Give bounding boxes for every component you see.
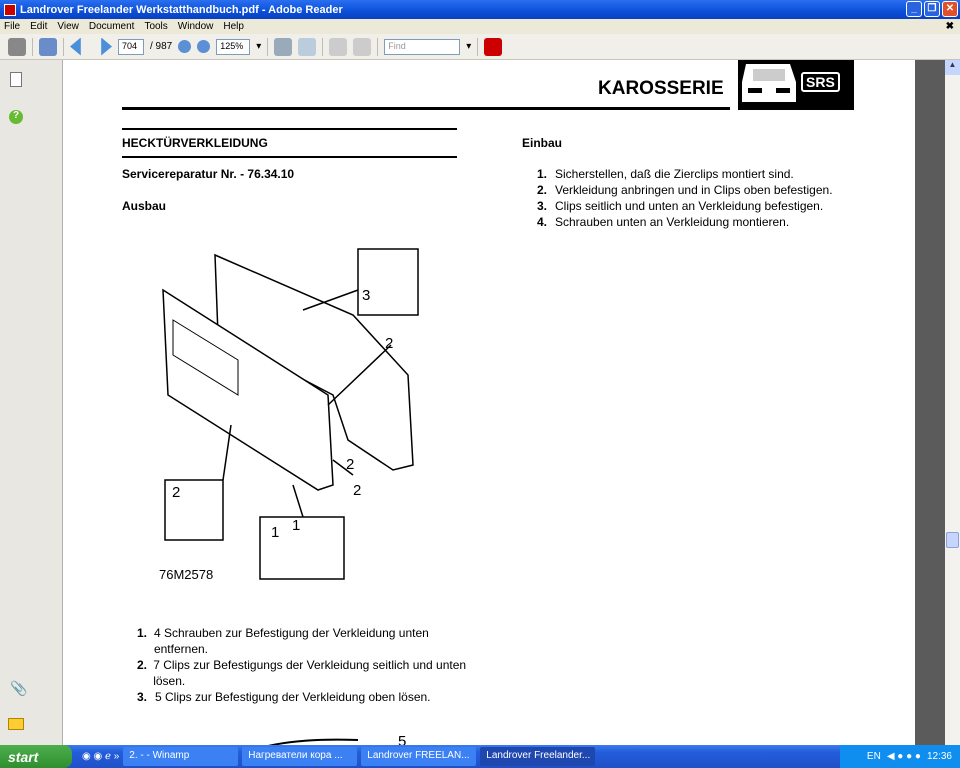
rule xyxy=(122,156,457,158)
menu-help[interactable]: Help xyxy=(223,21,244,32)
callout-label: 2 xyxy=(385,335,394,352)
previous-page-icon[interactable] xyxy=(70,38,88,56)
navigation-panel xyxy=(0,60,63,745)
scrollbar-thumb[interactable] xyxy=(946,532,959,548)
step-text: 4 Schrauben zur Befestigung der Verkleidung unten entfernen. xyxy=(153,626,429,656)
step-text: Sicherstellen, daß die Zierclips montiert sind. xyxy=(555,167,794,181)
srs-logo xyxy=(738,60,854,110)
find-input[interactable]: Find xyxy=(384,39,460,55)
callout-label: 2 xyxy=(346,456,355,473)
next-page-icon[interactable] xyxy=(94,38,112,56)
fit-width-icon[interactable] xyxy=(274,38,292,56)
srs-badge: SRS xyxy=(801,72,840,92)
rule xyxy=(122,128,457,130)
separator xyxy=(63,38,64,56)
pages-icon[interactable] xyxy=(10,72,22,87)
toolbar xyxy=(0,34,960,60)
callout-label: 1 xyxy=(292,517,301,534)
help-icon[interactable]: ? xyxy=(9,110,23,124)
ausbau-steps xyxy=(137,625,467,705)
step-text: Verkleidung anbringen und in Clips oben befestigen. xyxy=(555,183,833,197)
task-adobe-reader[interactable]: Landrover Freelander... xyxy=(480,747,595,766)
separator xyxy=(477,38,478,56)
next-diagram-fragment xyxy=(263,736,393,745)
chapter-heading: KAROSSERIE xyxy=(598,78,724,99)
rotate-ccw-icon[interactable] xyxy=(329,38,347,56)
tray-icons[interactable]: ◀ ● ● ● xyxy=(886,751,921,762)
comments-icon[interactable] xyxy=(8,718,24,730)
pdf-page xyxy=(63,60,915,745)
separator xyxy=(32,38,33,56)
attachments-icon[interactable]: 📎 xyxy=(10,680,28,696)
pdf-app-icon xyxy=(4,4,16,16)
callout-label: 3 xyxy=(362,287,371,304)
scroll-up-icon[interactable]: ▲ xyxy=(945,60,960,75)
separator xyxy=(377,38,378,56)
zoom-dropdown-icon[interactable]: ▾ xyxy=(256,41,262,52)
door-trim-diagram xyxy=(153,245,423,585)
quick-launch-icons[interactable]: ◉ ◉ ℯ » xyxy=(82,751,120,762)
menu-file[interactable]: File xyxy=(4,21,21,32)
adobe-icon[interactable] xyxy=(484,38,502,56)
restore-button[interactable]: ❐ xyxy=(924,1,940,17)
einbau-heading: Einbau xyxy=(522,136,563,150)
step-text: 7 Clips zur Befestigungs der Verkleidung seitlich und unten lösen. xyxy=(153,658,467,688)
service-number: Servicereparatur Nr. - 76.34.10 xyxy=(122,167,295,181)
taskbar xyxy=(0,745,960,768)
task-browser[interactable]: Нагреватели кора ... xyxy=(242,747,357,766)
separator xyxy=(322,38,323,56)
section-title: HECKTÜRVERKLEIDUNG xyxy=(122,136,268,150)
figure-code: 76M2578 xyxy=(159,567,214,582)
fit-page-icon[interactable] xyxy=(298,38,316,56)
menu-document[interactable]: Document xyxy=(88,21,135,32)
menu-window[interactable]: Window xyxy=(177,21,214,32)
minimize-button[interactable]: _ xyxy=(906,1,922,17)
callout-label: 2 xyxy=(353,482,362,499)
title-bar xyxy=(0,0,960,19)
vertical-scrollbar[interactable] xyxy=(945,60,960,745)
page-total: / 987 xyxy=(150,41,173,52)
step-number: 3. xyxy=(537,199,548,213)
clock: 12:36 xyxy=(926,751,952,762)
find-dropdown-icon[interactable]: ▾ xyxy=(466,41,472,52)
menu-tools[interactable]: Tools xyxy=(144,21,168,32)
ausbau-heading: Ausbau xyxy=(122,199,167,213)
callout-label: 5 xyxy=(398,733,407,745)
step-text: Clips seitlich und unten an Verkleidung befestigen. xyxy=(555,199,824,213)
zoom-out-icon[interactable] xyxy=(178,40,191,53)
email-icon[interactable] xyxy=(39,38,57,56)
page-number-input[interactable]: 704 xyxy=(118,39,144,55)
einbau-steps xyxy=(537,166,833,230)
menu-view[interactable]: View xyxy=(57,21,79,32)
start-button[interactable]: start xyxy=(0,745,72,768)
callout-label: 1 xyxy=(271,524,280,541)
language-indicator[interactable]: EN xyxy=(866,751,881,762)
step-text: Schrauben unten an Verkleidung montieren. xyxy=(555,215,790,229)
window-title: Landrover Freelander Werkstatthandbuch.pdf - Adobe Reader xyxy=(20,3,343,16)
step-number: 1. xyxy=(537,167,548,181)
step-number: 3. xyxy=(137,690,148,704)
task-folder[interactable]: Landrover FREELAN... xyxy=(361,747,476,766)
close-document-icon[interactable]: ✖ xyxy=(945,21,954,32)
step-number: 1. xyxy=(137,626,148,640)
step-number: 2. xyxy=(537,183,548,197)
step-number: 4. xyxy=(537,215,548,229)
zoom-input[interactable]: 125% xyxy=(216,39,250,55)
rotate-cw-icon[interactable] xyxy=(353,38,371,56)
close-button[interactable]: ✕ xyxy=(942,1,958,17)
zoom-in-icon[interactable] xyxy=(197,40,210,53)
callout-label: 2 xyxy=(172,484,181,501)
system-tray xyxy=(840,745,960,768)
step-text: 5 Clips zur Befestigung der Verkleidung oben lösen. xyxy=(155,690,431,704)
print-icon[interactable] xyxy=(8,38,26,56)
step-number: 2. xyxy=(137,658,148,672)
header-rule xyxy=(122,107,730,110)
menu-bar xyxy=(0,19,960,34)
task-winamp[interactable]: 2. - - Winamp xyxy=(123,747,238,766)
menu-edit[interactable]: Edit xyxy=(30,21,48,32)
separator xyxy=(267,38,268,56)
